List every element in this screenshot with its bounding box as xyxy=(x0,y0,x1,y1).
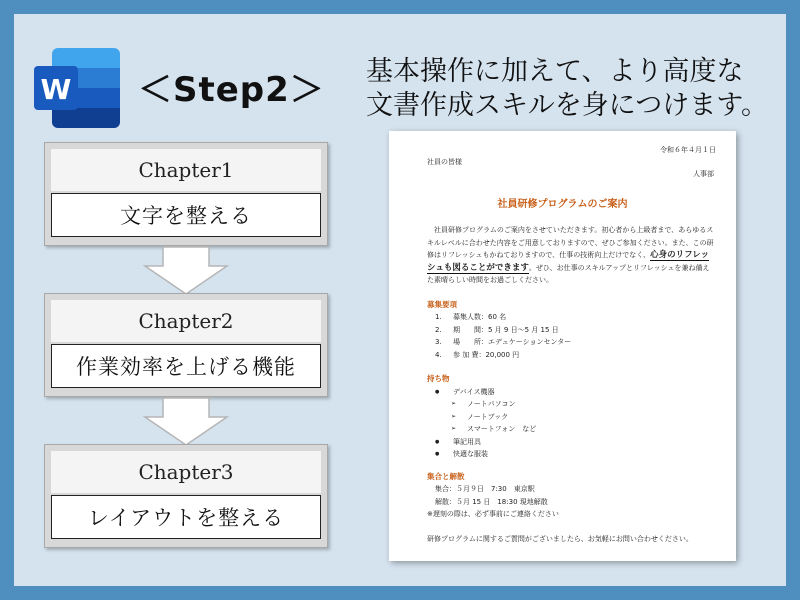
chapter-3-label: Chapter3 xyxy=(51,451,321,493)
meet-time: 集合：５月９日 7:30 東京駅 xyxy=(435,485,535,493)
word-logo-letter: W xyxy=(40,73,72,106)
list-text: 期 間：5 月 9 日～5 月 15 日 xyxy=(453,325,559,334)
doc-body xyxy=(427,224,714,545)
list-text: ➢ ノートブック xyxy=(467,412,509,421)
list-item xyxy=(427,311,714,324)
recruit-list xyxy=(427,311,714,361)
chapter-3-box xyxy=(44,444,328,548)
headline-line-1: 基本操作に加えて、より高度な xyxy=(366,56,744,87)
late-note: ※遅刻の際は、必ず事前にご連絡ください xyxy=(427,510,559,518)
recruit-heading: 募集要項 xyxy=(427,299,457,309)
document-preview xyxy=(389,131,736,561)
list-text: ➢ スマートフォン など xyxy=(467,425,537,433)
list-text: ● 快適な服装 xyxy=(453,450,488,458)
list-item xyxy=(427,386,714,399)
chapter-1-title: 文字を整える xyxy=(51,193,321,237)
list-text: 参 加 費：20,000 円 xyxy=(453,350,520,359)
chapter-2-title: 作業効率を上げる機能 xyxy=(51,344,321,388)
sub-list-item xyxy=(427,411,714,424)
list-text: ● デバイス機器 xyxy=(453,387,495,396)
chapter-2-box xyxy=(44,293,328,397)
list-item xyxy=(427,436,714,449)
items-heading: 持ち物 xyxy=(427,374,450,383)
sub-list-item xyxy=(427,398,714,411)
dismiss-time: 解散：５月 15 日 18:30 現地解散 xyxy=(435,497,548,506)
sub-list-item xyxy=(427,423,714,436)
chapter-1-label: Chapter1 xyxy=(51,149,321,191)
down-arrow-icon xyxy=(141,246,231,296)
headline-line-2: 文書作成スキルを身につけます。 xyxy=(366,90,769,121)
list-number: 3. xyxy=(435,338,442,346)
doc-intro-part-1: 社員研修プログラムのご案内をさせていただきます。初心者から上級者まで、あらゆるスキルレベルに合わせた内容をご用意しておりますので、ぜひご参加ください。また、この研修はリフレッシュもかねておりますので、仕事の技術向上だけでなく、 xyxy=(427,226,714,259)
list-text: 募集人数：60 名 xyxy=(453,313,507,321)
down-arrow-icon xyxy=(141,397,231,447)
doc-intro-part-2: 。ぜひ、お仕事のスキルアップとリフレッシュを兼ね備えた素晴らしい時間をお過ごしください。 xyxy=(427,263,710,284)
doc-intro xyxy=(427,224,714,287)
doc-title: 社員研修プログラムのご案内 xyxy=(497,199,628,210)
list-item xyxy=(427,324,714,337)
doc-footer: 研修プログラムに関するご質問がございましたら、お気軽にお問い合わせください。 xyxy=(427,534,693,543)
headline xyxy=(366,55,776,123)
list-item xyxy=(427,349,714,362)
doc-intro-emphasis: 心身のリフレッシュも図ることができます xyxy=(427,250,710,273)
list-text: 場 所：エデュケーションセンター xyxy=(453,338,572,346)
list-number: 2. xyxy=(435,325,442,334)
word-logo-icon xyxy=(32,48,122,128)
items-list xyxy=(427,386,714,461)
chapter-2-label: Chapter2 xyxy=(51,300,321,342)
step-title: ＜Step2＞ xyxy=(138,70,325,110)
list-text: ● 筆記用具 xyxy=(453,437,481,446)
meet-heading: 集合と解散 xyxy=(427,471,465,481)
doc-date: 令和６年４月１日 xyxy=(660,146,716,154)
chapter-1-box xyxy=(44,142,328,246)
list-number: 1. xyxy=(435,313,442,321)
list-text: ➢ ノートパソコン xyxy=(467,400,516,408)
doc-department: 人事部 xyxy=(693,170,714,178)
list-number: 4. xyxy=(435,350,442,359)
list-item xyxy=(427,448,714,461)
list-item xyxy=(427,336,714,349)
doc-recipient: 社員の皆様 xyxy=(427,158,462,166)
chapter-3-title: レイアウトを整える xyxy=(51,495,321,539)
